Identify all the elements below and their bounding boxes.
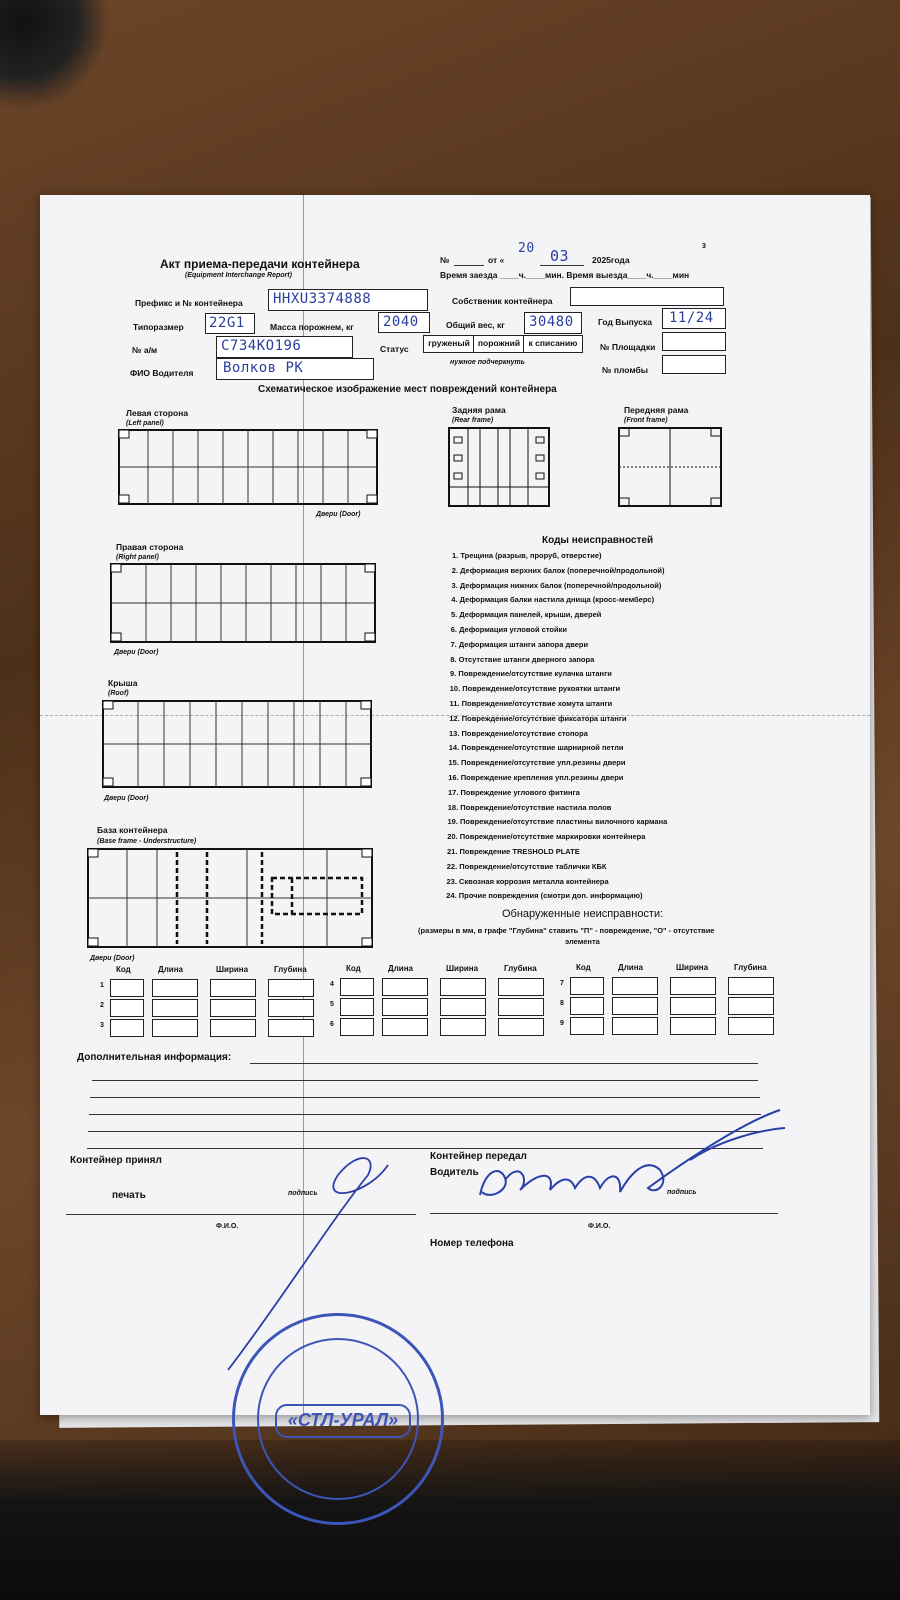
empty-mass-field[interactable] bbox=[378, 312, 430, 333]
defect-col-header: Длина bbox=[158, 965, 183, 974]
found-note-1: (размеры в мм, в графе "Глубина" ставить "П" - повреждение, "О" - отсутствие bbox=[418, 926, 715, 935]
seal-label: № пломбы bbox=[602, 365, 649, 375]
report-number-label: № bbox=[440, 255, 450, 265]
gross-value: 30480 bbox=[529, 314, 574, 330]
defect-cell-input[interactable] bbox=[210, 979, 256, 997]
defect-row-number: 4 bbox=[330, 981, 334, 988]
defect-cell-input[interactable] bbox=[612, 1017, 658, 1035]
defect-cell-input[interactable] bbox=[340, 1018, 374, 1036]
defect-cell-input[interactable] bbox=[152, 1019, 198, 1037]
code-item: 20. Повреждение/отсутствие маркировки контейнера bbox=[447, 832, 646, 842]
roof-sub: (Roof) bbox=[108, 690, 129, 697]
base-sub: (Base frame - Understructure) bbox=[97, 838, 197, 845]
defect-row-number: 1 bbox=[100, 982, 104, 989]
year-value: 11/24 bbox=[669, 310, 714, 326]
driver-sign-label: Водитель bbox=[430, 1167, 479, 1178]
defect-cell-input[interactable] bbox=[570, 997, 604, 1015]
front-frame-diagram bbox=[618, 427, 724, 509]
rear-frame-title: Задняя рама bbox=[452, 405, 506, 415]
defect-row-number: 6 bbox=[330, 1021, 334, 1028]
defect-cell-input[interactable] bbox=[152, 979, 198, 997]
page-subtitle: (Equipment Interchange Report) bbox=[185, 272, 292, 279]
code-item: 14. Повреждение/отсутствие шарнирной петли bbox=[448, 743, 624, 753]
code-item: 10. Повреждение/отсутствие рукоятки штанги bbox=[449, 684, 621, 694]
date-from-label: от « bbox=[488, 255, 505, 265]
driver-signature bbox=[460, 1100, 790, 1220]
empty-mass-value: 2040 bbox=[383, 314, 419, 330]
defect-row-number: 9 bbox=[560, 1020, 564, 1027]
defect-cell-input[interactable] bbox=[268, 979, 314, 997]
found-title: Обнаруженные неисправности: bbox=[502, 908, 664, 920]
year-field[interactable] bbox=[662, 308, 726, 329]
gross-label: Общий вес, кг bbox=[446, 320, 505, 330]
type-value: 22G1 bbox=[209, 315, 245, 331]
defect-cell-input[interactable] bbox=[570, 977, 604, 995]
left-panel-title: Левая сторона bbox=[126, 408, 189, 418]
base-diagram bbox=[87, 848, 375, 952]
right-door-label: Двери (Door) bbox=[114, 649, 159, 656]
code-item: 19. Повреждение/отсутствие пластины вилочного кармана bbox=[447, 817, 668, 827]
platform-label: № Площадки bbox=[600, 342, 656, 352]
defect-cell-input[interactable] bbox=[382, 978, 428, 996]
car-label: № а/м bbox=[132, 345, 158, 355]
code-item: 5. Деформация панелей, крыши, дверей bbox=[451, 610, 602, 620]
code-item: 1. Трещина (разрыв, проруб, отверстие) bbox=[452, 551, 602, 560]
front-frame-title: Передняя рама bbox=[624, 405, 689, 415]
defect-col-header: Длина bbox=[388, 964, 413, 973]
defect-cell-input[interactable] bbox=[110, 979, 144, 997]
defect-col-header: Глубина bbox=[504, 964, 537, 973]
defect-col-header: Глубина bbox=[734, 963, 767, 972]
defect-cell-input[interactable] bbox=[498, 978, 544, 996]
driver-field[interactable] bbox=[216, 358, 374, 380]
defect-cell-input[interactable] bbox=[110, 1019, 144, 1037]
defect-col-header: Ширина bbox=[216, 965, 249, 974]
accepted-sign-label: подпись bbox=[288, 1190, 318, 1197]
defect-cell-input[interactable] bbox=[670, 997, 716, 1015]
code-item: 3. Деформация нижних балок (поперечной/продольной) bbox=[451, 580, 662, 590]
defect-cell-input[interactable] bbox=[382, 998, 428, 1016]
left-panel-sub: (Left panel) bbox=[126, 420, 164, 427]
prefix-field[interactable] bbox=[268, 289, 428, 311]
defect-cell-input[interactable] bbox=[210, 1019, 256, 1037]
gross-field[interactable] bbox=[524, 312, 582, 334]
defect-cell-input[interactable] bbox=[670, 1017, 716, 1035]
defect-row-number: 5 bbox=[330, 1001, 334, 1008]
transferred-fio-label: Ф.И.О. bbox=[588, 1223, 611, 1230]
year-label: Год Выпуска bbox=[598, 317, 652, 327]
status-empty-option[interactable]: порожний bbox=[473, 335, 525, 353]
defect-col-header: Код bbox=[346, 964, 361, 973]
code-item: 22. Повреждение/отсутствие таблички КБК bbox=[446, 861, 607, 871]
accepted-fio-label: Ф.И.О. bbox=[216, 1223, 239, 1230]
phone-label: Номер телефона bbox=[430, 1238, 514, 1249]
code-item: 18. Повреждение/отсутствие настила полов bbox=[447, 802, 612, 812]
date-month: 03 bbox=[550, 247, 570, 265]
defect-cell-input[interactable] bbox=[110, 999, 144, 1017]
time-line: Время заезда ____ч.____мин. Время выезда____ч.____мин bbox=[440, 270, 690, 280]
code-item: 23. Сквозная коррозия металла контейнера bbox=[446, 876, 609, 886]
schema-title: Схематическое изображение мест повреждений контейнера bbox=[258, 384, 557, 395]
roof-door-label: Двери (Door) bbox=[104, 795, 149, 802]
accepted-signature bbox=[218, 1135, 438, 1375]
driver-label: ФИО Водителя bbox=[130, 368, 194, 378]
defect-col-header: Код bbox=[116, 965, 131, 974]
right-panel-diagram bbox=[110, 563, 378, 647]
platform-field[interactable] bbox=[662, 332, 726, 351]
found-note-2: элемента bbox=[565, 937, 600, 946]
rear-frame-sub: (Rear frame) bbox=[452, 417, 494, 424]
defect-cell-input[interactable] bbox=[498, 998, 544, 1016]
date-day: 20 bbox=[518, 241, 535, 256]
front-frame-sub: (Front frame) bbox=[624, 417, 668, 424]
code-item: 12. Повреждение/отсутствие фиксатора штанги bbox=[449, 713, 627, 723]
roof-diagram bbox=[102, 700, 374, 792]
defect-cell-input[interactable] bbox=[728, 997, 774, 1015]
code-item: 15. Повреждение/отсутствие упл.резины двери bbox=[448, 758, 626, 768]
defect-cell-input[interactable] bbox=[268, 999, 314, 1017]
owner-label: Собственик контейнера bbox=[452, 296, 553, 306]
defect-col-header: Код bbox=[576, 963, 591, 972]
code-item: 6. Деформация угловой стойки bbox=[450, 625, 567, 634]
extra-info-label: Дополнительная информация: bbox=[77, 1052, 232, 1063]
driver-value: Волков РК bbox=[223, 360, 304, 376]
roof-title: Крыша bbox=[108, 678, 138, 688]
dark-object bbox=[0, 0, 110, 110]
right-panel-sub: (Right panel) bbox=[116, 554, 159, 561]
defect-cell-input[interactable] bbox=[612, 977, 658, 995]
code-item: 8. Отсутствие штанги дверного запора bbox=[450, 654, 595, 664]
prefix-value: HHXU3374888 bbox=[273, 291, 372, 307]
defect-cell-input[interactable] bbox=[440, 998, 486, 1016]
defect-cell-input[interactable] bbox=[440, 1018, 486, 1036]
stamp-label: печать bbox=[112, 1190, 146, 1201]
defect-cell-input[interactable] bbox=[382, 1018, 428, 1036]
defect-cell-input[interactable] bbox=[728, 1017, 774, 1035]
defect-cell-input[interactable] bbox=[340, 978, 374, 996]
floor-shadow bbox=[0, 1440, 900, 1600]
prefix-label: Префикс и № контейнера bbox=[135, 298, 243, 308]
status-label: Статус bbox=[380, 344, 409, 354]
defect-cell-input[interactable] bbox=[440, 978, 486, 996]
code-item: 21. Повреждение TRESHOLD PLATE bbox=[447, 847, 580, 856]
transferred-label: Контейнер передал bbox=[430, 1151, 527, 1162]
base-door-label: Двери (Door) bbox=[90, 955, 135, 962]
status-loaded-option[interactable]: груженый bbox=[423, 335, 475, 353]
left-panel-diagram bbox=[118, 429, 380, 509]
code-item: 17. Повреждение углового фитинга bbox=[448, 787, 580, 797]
defect-cell-input[interactable] bbox=[570, 1017, 604, 1035]
defect-cell-input[interactable] bbox=[210, 999, 256, 1017]
status-note: нужное подчеркнуть bbox=[450, 359, 525, 366]
codes-title: Коды неисправностей bbox=[542, 535, 654, 546]
code-item: 11. Повреждение/отсутствие хомута штанги bbox=[449, 699, 613, 708]
type-label: Типоразмер bbox=[133, 322, 184, 332]
seal-field[interactable] bbox=[662, 355, 726, 374]
rear-frame-diagram bbox=[448, 427, 552, 509]
right-panel-title: Правая сторона bbox=[116, 542, 184, 552]
defect-cell-input[interactable] bbox=[152, 999, 198, 1017]
defect-cell-input[interactable] bbox=[268, 1019, 314, 1037]
type-field[interactable] bbox=[205, 313, 255, 334]
defect-cell-input[interactable] bbox=[340, 998, 374, 1016]
defect-row-number: 7 bbox=[560, 980, 564, 987]
defect-row-number: 3 bbox=[100, 1022, 104, 1029]
transferred-sign-label: подпись bbox=[667, 1189, 697, 1196]
defect-cell-input[interactable] bbox=[670, 977, 716, 995]
defect-col-header: Ширина bbox=[676, 963, 709, 972]
code-item: 24. Прочие повреждения (смотри доп. информацию) bbox=[446, 891, 643, 901]
defect-col-header: Ширина bbox=[446, 964, 479, 973]
code-item: 16. Повреждение крепления упл.резины двери bbox=[448, 773, 624, 782]
car-field[interactable] bbox=[216, 336, 353, 358]
empty-mass-label: Масса порожнем, кг bbox=[270, 322, 354, 332]
defect-col-header: Длина bbox=[618, 963, 643, 972]
base-title: База контейнера bbox=[97, 825, 168, 835]
car-value: C734KO196 bbox=[221, 338, 302, 354]
seal-company-name: «СТЛ-УРАЛ» bbox=[275, 1404, 411, 1438]
code-item: 9. Повреждение/отсутствие кулачка штанги bbox=[450, 669, 612, 679]
code-item: 4. Деформация балки настила днища (кросс-мемберс) bbox=[451, 595, 655, 605]
date-year: 2025года bbox=[592, 255, 630, 265]
status-writeoff-option[interactable]: к списанию bbox=[523, 335, 583, 353]
defect-cell-input[interactable] bbox=[612, 997, 658, 1015]
owner-field[interactable] bbox=[570, 287, 724, 306]
corner-mark: 3 bbox=[702, 243, 706, 250]
defect-col-header: Глубина bbox=[274, 965, 307, 974]
defect-cell-input[interactable] bbox=[728, 977, 774, 995]
left-door-label: Двери (Door) bbox=[316, 511, 361, 518]
code-item: 13. Повреждение/отсутствие стопора bbox=[449, 728, 588, 738]
accepted-label: Контейнер принял bbox=[70, 1155, 162, 1166]
code-item: 2. Деформация верхних балок (поперечной/продольной) bbox=[451, 565, 665, 575]
defect-cell-input[interactable] bbox=[498, 1018, 544, 1036]
defect-row-number: 2 bbox=[100, 1002, 104, 1009]
code-item: 7. Деформация штанги запора двери bbox=[450, 639, 589, 649]
page-title: Акт приема-передачи контейнера bbox=[160, 257, 360, 271]
interchange-report-sheet bbox=[40, 195, 870, 1430]
defect-row-number: 8 bbox=[560, 1000, 564, 1007]
